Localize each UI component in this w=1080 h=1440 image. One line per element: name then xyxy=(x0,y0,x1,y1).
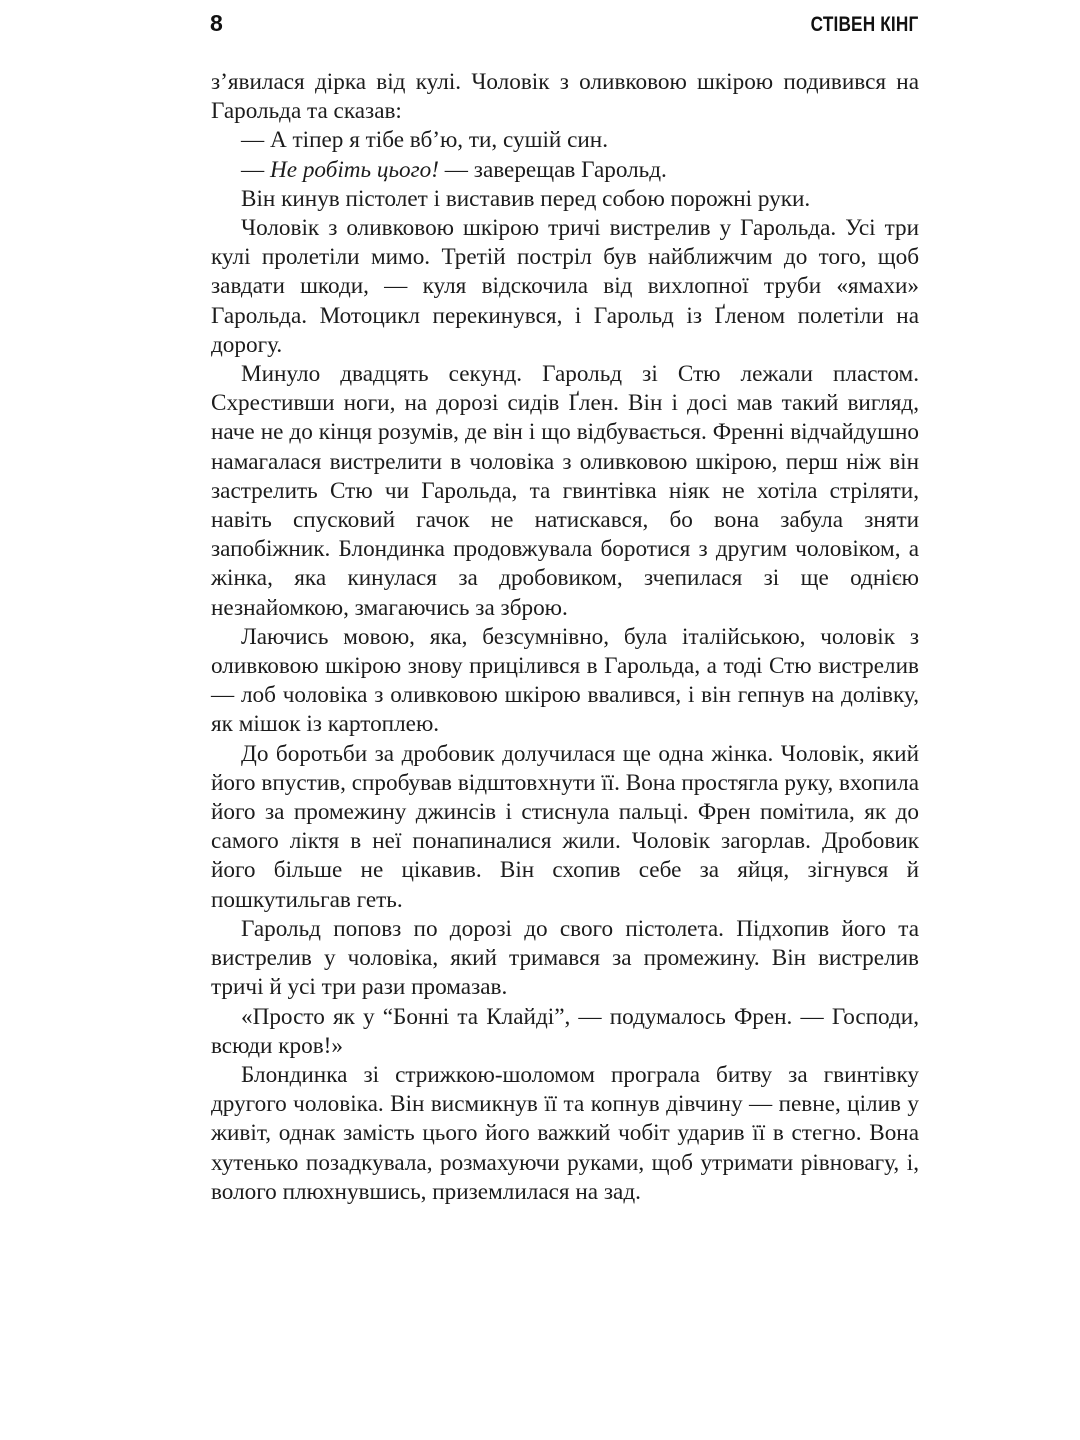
running-head-author: СТІВЕН КІНГ xyxy=(810,13,918,36)
paragraph: Лаючись мовою, яка, безсумнівно, була італійською, чоловік з оливковою шкірою знову прицілився в Гарольда, а тоді Стю вистрелив — лоб чоловіка з оливковою шкірою ввалився, і він гепнув на долівку, як мішок із картоплею. xyxy=(211,623,919,738)
page-number: 8 xyxy=(210,10,223,36)
paragraph: Він кинув пістолет і виставив перед собою порожні руки. xyxy=(241,185,811,212)
paragraph: Гарольд поповз по дорозі до свого пістолета. Підхопив його та вистрелив у чоловіка, який тримався за промежину. Він вистрелив тричі й усі три рази промазав. xyxy=(211,915,919,1001)
paragraph: Минуло двадцять секунд. Гарольд зі Стю лежали пластом. Схрестивши ноги, на дорозі сидів Ґлен. Він і досі мав такий вигляд, наче не до кінця розумів, де він і що відбувається. Френні відчайдушно намагалася вистрелити в чоловіка з оливковою шкірою, перш ніж він застрелить Стю чи Гарольда, та гвинтівка ніяк не хотіла стріляти, навіть спусковий гачок не натискався, бо вона забула зняти запобіжник. Блондинка продовжувала боротися з другим чоловіком, а жінка, яка кинулася за дробовиком, зчепилася зі ще однією незнайомкою, змагаючись за зброю. xyxy=(211,361,919,621)
paragraph: Чоловік з оливковою шкірою тричі вистрелив у Гарольда. Усі три кулі пролетіли мимо. Третій постріл був найближчим до того, щоб завдати шкоди, — куля відскочила від вихлопної труби «ямахи» Гарольда. Мотоцикл перекинувся, і Гарольд із Ґленом полетіли на дорогу. xyxy=(211,215,919,358)
paragraph: — Не робіть цього! — заверещав Гарольд. xyxy=(241,156,667,183)
paragraph-rest: — заверещав Гарольд. xyxy=(439,156,667,183)
paragraph: — А тіпер я тібе вб’ю, ти, сушій син. xyxy=(241,127,609,154)
page-header xyxy=(210,10,918,40)
paragraph: з’явилася дірка від кулі. Чоловік з оливковою шкірою подивився на Гарольда та сказав: xyxy=(211,69,919,125)
paragraph: До боротьби за дробовик долучилася ще одна жінка. Чоловік, який його впустив, спробував відштовхнути її. Вона простягла руку, вхопила його за промежину джинсів і стиснула пальці. Френ помітила, як до самого ліктя в неї понапиналися жили. Чоловік загорлав. Дробовик його більше не цікавив. Він схопив себе за яйця, зігнувся й пошкутильгав геть. xyxy=(211,740,919,913)
body-text xyxy=(211,68,919,1207)
italic-speech: Не робіть цього! xyxy=(269,156,439,183)
paragraph: Блондинка зі стрижкою-шоломом програла битву за гвинтівку другого чоловіка. Він висмикнув її та копнув дівчину — певне, цілив у живіт, однак замість цього його важкий чобіт ударив її в стегно. Вона хутенько позадкувала, розмахуючи руками, щоб утримати рівновагу, і, волого плюхнувшись, приземлилася на зад. xyxy=(211,1061,919,1205)
paragraph: «Просто як у “Бонні та Клайді”, — подумалось Френ. — Господи, всюди кров!» xyxy=(211,1003,919,1059)
